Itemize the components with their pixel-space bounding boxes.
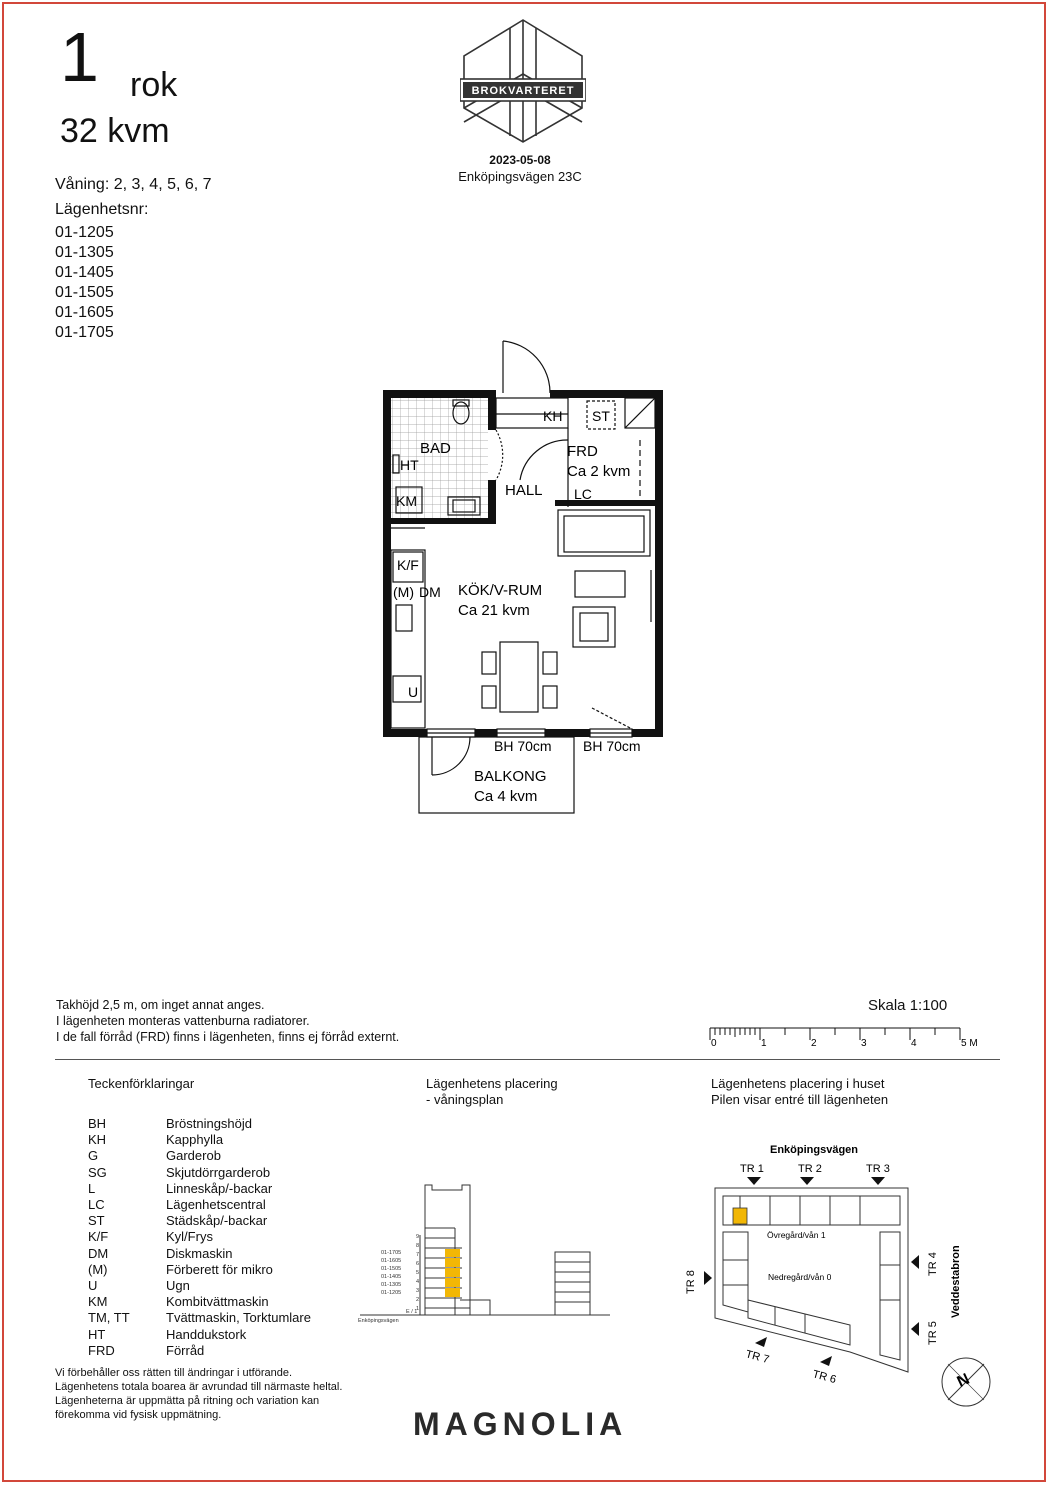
legend-item: K/F Kyl/Frys (88, 1229, 213, 1245)
svg-text:1: 1 (416, 1306, 420, 1312)
plan-date: 2023-05-08 (489, 153, 551, 167)
note-line: I de fall förråd (FRD) finns i lägenheten, finns ej förråd externt. (56, 1030, 400, 1044)
svg-text:01-1405: 01-1405 (381, 1274, 402, 1280)
section-diagram (355, 1180, 615, 1330)
svg-text:TR 6: TR 6 (811, 1368, 838, 1387)
svg-text:Övregård/vån 1: Övregård/vån 1 (767, 1230, 826, 1240)
svg-text:TR 4: TR 4 (927, 1252, 939, 1276)
room-count: 1 (60, 18, 99, 96)
legend-item: KH Kapphylla (88, 1132, 224, 1148)
legend-list (88, 1116, 311, 1359)
svg-text:TR 5: TR 5 (927, 1321, 939, 1345)
logo-text: BROKVARTERET (471, 85, 575, 97)
floors-value: 2, 3, 4, 5, 6, 7 (113, 176, 212, 193)
label-u: U (408, 684, 419, 700)
room-balkong: BALKONG (474, 768, 547, 785)
room-frd: FRD (567, 443, 598, 460)
floors-info (55, 176, 212, 194)
apartment-number: 01-1205 (55, 224, 114, 241)
label-m: (M) (393, 584, 414, 600)
label-kh: KH (543, 408, 563, 424)
scale-label: Skala 1:100 (868, 997, 948, 1014)
legend-item: U Ugn (88, 1278, 190, 1294)
site-street-right: Veddestabron (950, 1245, 962, 1318)
svg-text:01-1505: 01-1505 (381, 1266, 402, 1272)
note-line: I lägenheten monteras vattenburna radiatorer. (56, 1014, 310, 1028)
svg-text:TR 3: TR 3 (866, 1163, 890, 1175)
plan-notes (56, 997, 399, 1045)
legend-item: ST Städskåp/-backar (88, 1213, 268, 1229)
legend-item: FRD Förråd (88, 1342, 205, 1358)
apartment-number-list (55, 223, 114, 343)
house-placement-title: Lägenhetens placering i huset Pilen visar entré till lägenheten (711, 1076, 889, 1107)
room-kok: KÖK/V-RUM (458, 582, 543, 599)
label-st: ST (592, 408, 610, 424)
room-frd-area: Ca 2 kvm (567, 463, 631, 480)
label-ht: HT (400, 457, 419, 473)
plan-address: Enköpingsvägen 23C (458, 169, 582, 184)
svg-text:01-1205: 01-1205 (381, 1290, 402, 1296)
legend-item: G Garderob (88, 1148, 221, 1164)
svg-text:01-1605: 01-1605 (381, 1258, 402, 1264)
floors-label: Våning: (55, 176, 110, 193)
room-hall: HALL (505, 482, 543, 499)
section-street: Enköpingsvägen (358, 1318, 399, 1324)
room-unit: rok (130, 66, 178, 104)
svg-text:TR 1: TR 1 (740, 1163, 764, 1175)
legend-title: Teckenförklaringar (88, 1076, 195, 1091)
svg-text:5: 5 (416, 1270, 420, 1276)
label-dm: DM (419, 584, 441, 600)
scale-tick: 0 (711, 1038, 717, 1049)
placement-title: Lägenhetens placering - våningsplan (426, 1076, 558, 1107)
room-balkong-area: Ca 4 kvm (474, 788, 538, 805)
legend-item: DM Diskmaskin (88, 1245, 233, 1261)
apartment-number: 01-1305 (55, 244, 114, 261)
legend-item: HT Handdukstork (88, 1326, 247, 1342)
svg-text:2: 2 (416, 1297, 420, 1303)
svg-text:8: 8 (416, 1243, 420, 1249)
apartment-number: 01-1705 (55, 324, 114, 341)
north-arrow-icon (942, 1358, 990, 1406)
scale-tick: 2 (811, 1038, 817, 1049)
svg-text:7: 7 (416, 1252, 420, 1258)
svg-text:3: 3 (416, 1288, 420, 1294)
svg-text:TR 8: TR 8 (685, 1270, 697, 1294)
scale-tick: 3 (861, 1038, 867, 1049)
magnolia-logo: MAGNOLIA (413, 1406, 628, 1442)
svg-text:4: 4 (416, 1279, 420, 1285)
svg-text:6: 6 (416, 1261, 420, 1267)
legend-item: BH Bröstningshöjd (88, 1116, 252, 1131)
disclaimer: Vi förbehåller oss rätten till ändringar i utförande. Lägenhetens totala boarea är avrundad till närmaste heltal. Lägenheterna är uppmätta på ritning och variation kan förekomma vid fysisk uppmätning. (55, 1367, 343, 1421)
svg-text:N: N (954, 1370, 973, 1391)
section-divider (55, 1059, 1000, 1060)
label-km: KM (396, 493, 417, 509)
room-bad: BAD (420, 440, 451, 457)
apartment-area: 32 kvm (60, 112, 170, 150)
scale-tick: 1 (761, 1038, 767, 1049)
svg-text:01-1305: 01-1305 (381, 1282, 402, 1288)
room-kok-area: Ca 21 kvm (458, 602, 530, 619)
scale-tick: 4 (911, 1038, 917, 1049)
svg-text:TR 7: TR 7 (744, 1348, 771, 1367)
site-map (680, 1136, 1000, 1426)
apartment-highlight (733, 1208, 747, 1224)
svg-text:01-1705: 01-1705 (381, 1250, 402, 1256)
svg-text:TR 2: TR 2 (798, 1163, 822, 1175)
label-bh-1: BH 70cm (494, 738, 552, 754)
brokvarteret-logo (460, 18, 586, 144)
svg-text:Nedregård/vån 0: Nedregård/vån 0 (768, 1272, 832, 1282)
floor-plan (370, 335, 670, 820)
label-bh-2: BH 70cm (583, 738, 641, 754)
legend-item: L Linneskåp/-backar (88, 1180, 273, 1196)
svg-text:9: 9 (416, 1234, 420, 1240)
legend-item: (M) Förberett för mikro (88, 1261, 273, 1277)
apartment-number: 01-1605 (55, 304, 114, 321)
label-kf: K/F (397, 557, 419, 573)
label-lc: LC (574, 486, 592, 502)
site-street-top: Enköpingsvägen (769, 1144, 859, 1156)
note-line: Takhöjd 2,5 m, om inget annat anges. (56, 998, 265, 1012)
legend-item: KM Kombitvättmaskin (88, 1294, 269, 1310)
svg-text:E / 1: E / 1 (406, 1309, 418, 1315)
legend-item: SG Skjutdörrgarderob (88, 1164, 271, 1180)
scale-tick: 5 M (961, 1038, 978, 1049)
apartments-label: Lägenhetsnr: (55, 201, 149, 218)
scale-bar (700, 1020, 1000, 1050)
apartment-number: 01-1405 (55, 264, 114, 281)
legend-item: LC Lägenhetscentral (88, 1197, 266, 1213)
legend-item: TM, TT Tvättmaskin, Torktumlare (88, 1310, 311, 1326)
apartment-number: 01-1505 (55, 284, 114, 301)
